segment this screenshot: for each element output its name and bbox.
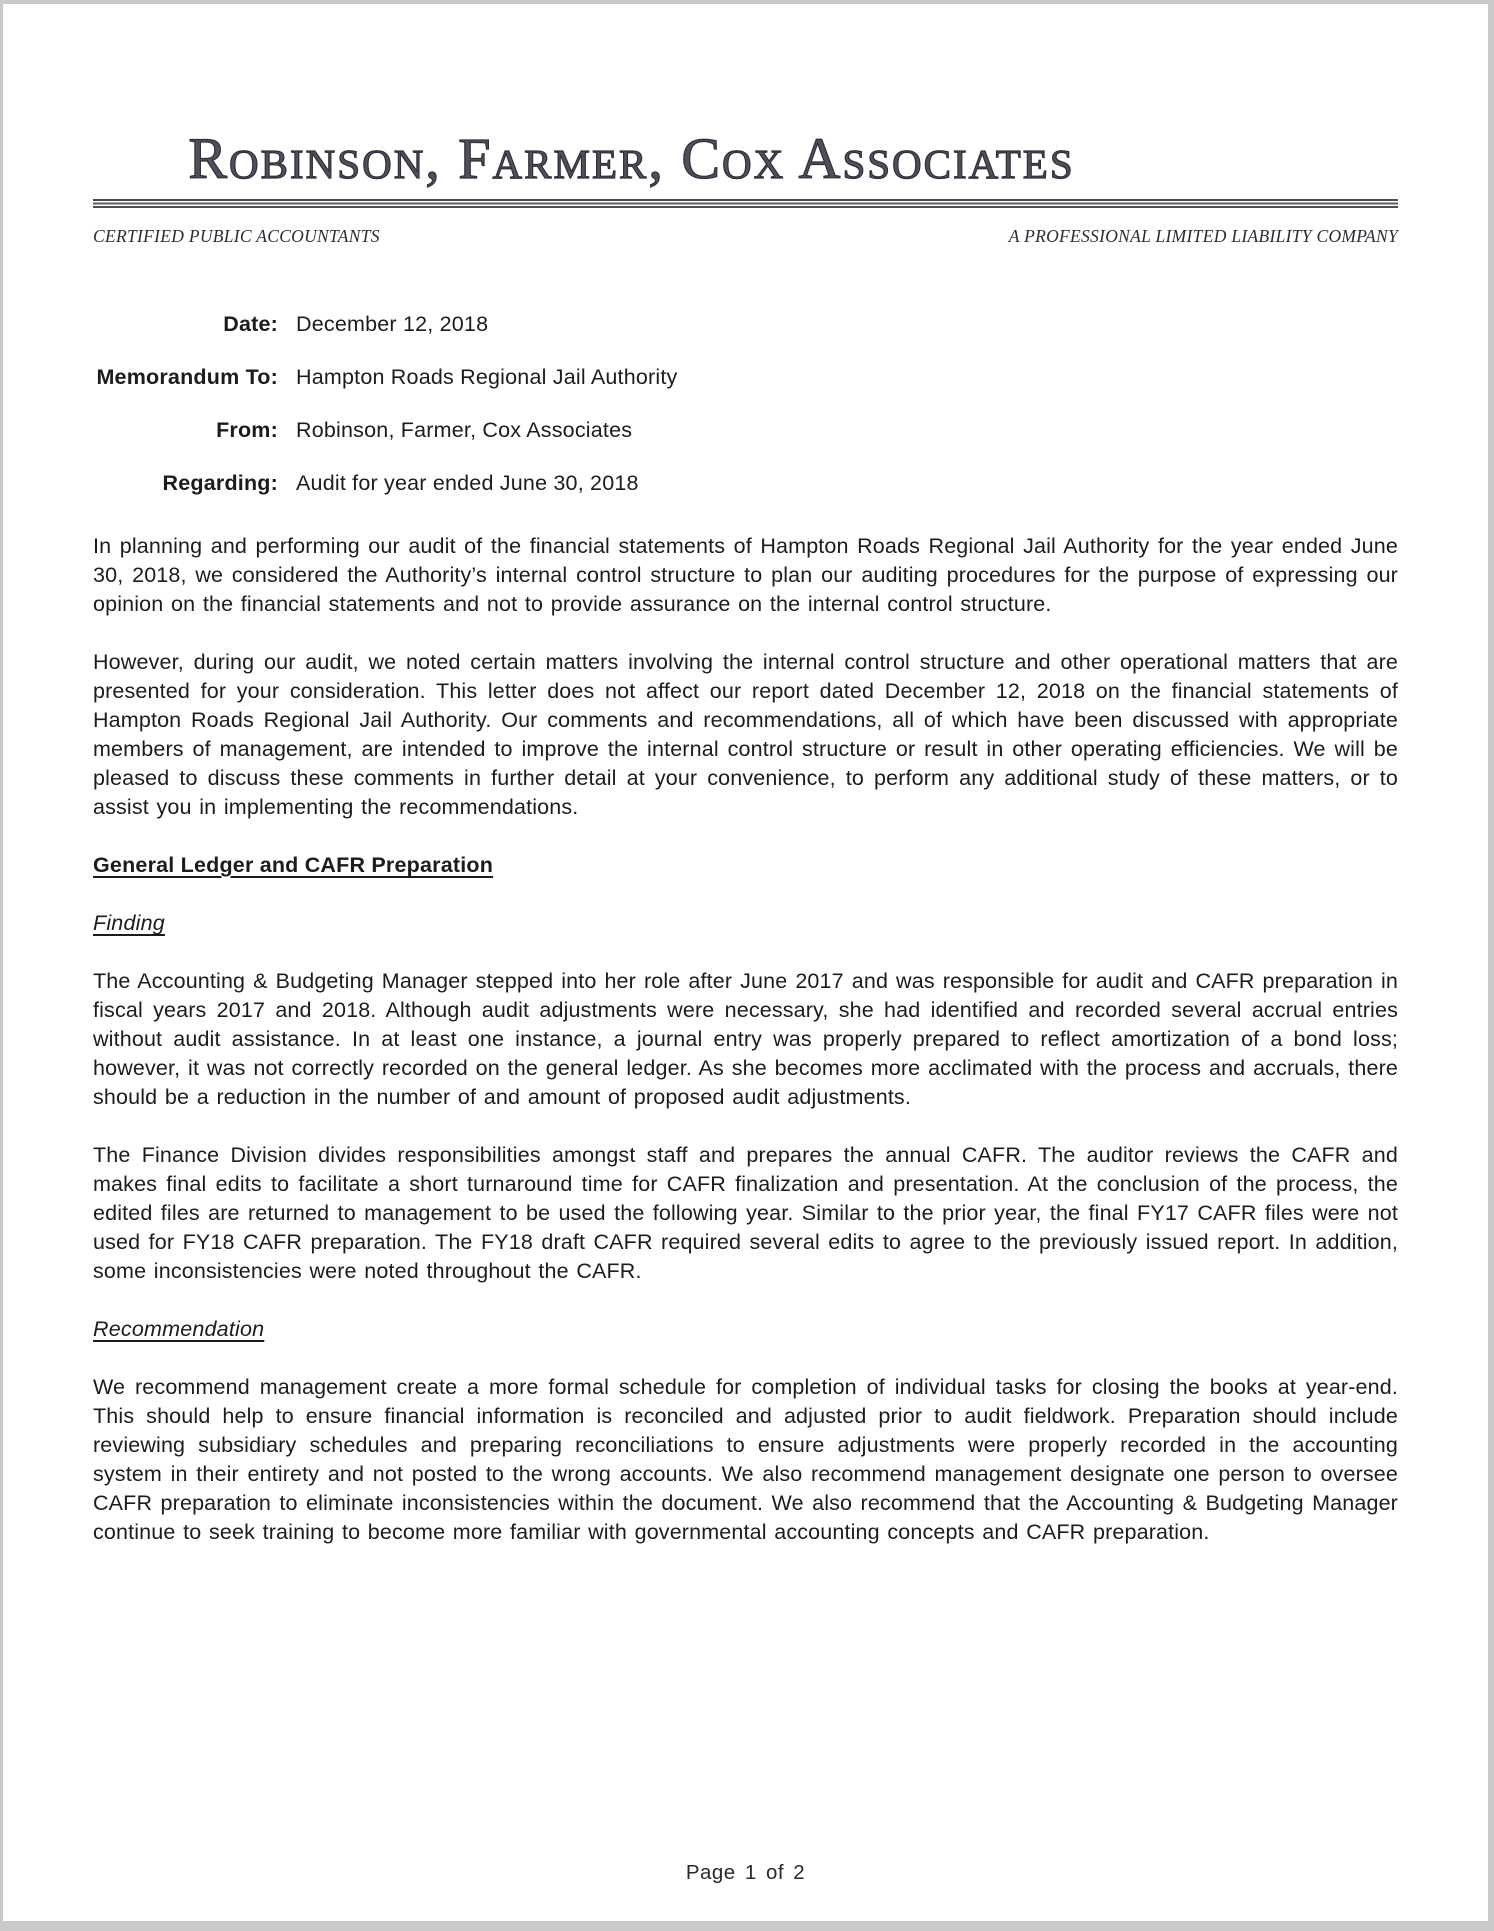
memo-header — [93, 310, 1398, 498]
memo-row-date — [93, 310, 1398, 339]
letterhead-rule — [93, 199, 1398, 208]
memo-field-value: Robinson, Farmer, Cox Associates — [296, 418, 633, 442]
memo-field-value: December 12, 2018 — [296, 312, 489, 336]
page-content — [3, 126, 1488, 1547]
memo-row-from — [93, 416, 1398, 445]
memo-row-to — [93, 363, 1398, 392]
company-name: Robinson, Farmer, Cox Associates — [188, 126, 1075, 191]
finding-paragraph: The Finance Division divides responsibilities amongst staff and prepares the annual CAFR. The auditor reviews the CAFR and makes final edits to facilitate a short turnaround time for CAFR finalization and presentation. At the conclusion of the process, the edited files are returned to management to be used the following year. Similar to the prior year, the final FY17 CAFR files were not used for FY18 CAFR preparation. The FY18 draft CAFR required several edits to agree to the previously issued report. In addition, some inconsistencies were noted throughout the CAFR. — [93, 1143, 1398, 1283]
memo-field-label: From: — [216, 418, 278, 442]
memo-field-label: Memorandum To: — [96, 365, 278, 389]
page-number: Page 1 of 2 — [685, 1861, 806, 1884]
memo-field-label: Date: — [223, 312, 278, 336]
recommendation-paragraph: We recommend management create a more formal schedule for completion of individual tasks for closing the books at year-end. This should help to ensure financial information is reconciled and adjusted prior to audit fieldwork. Preparation should include reviewing subsidiary schedules and preparing reconciliations to ensure adjustments were properly recorded in the accounting system in their entirety and not posted to the wrong accounts. We also recommend management designate one person to oversee CAFR preparation to eliminate inconsistencies within the document. We also recommend that the Accounting & Budgeting Manager continue to seek training to become more familiar with governmental accounting concepts and CAFR preparation. — [93, 1375, 1398, 1544]
finding-heading: Finding — [93, 911, 165, 935]
intro-paragraph: In planning and performing our audit of the financial statements of Hampton Roads Regional Jail Authority for the year ended June 30, 2018, we considered the Authority’s internal control structure to plan our auditing procedures for the purpose of expressing our opinion on the financial statements and not to provide assurance on the internal control structure. — [93, 534, 1398, 616]
tagline-left: CERTIFIED PUBLIC ACCOUNTANTS — [93, 226, 380, 246]
section-heading: General Ledger and CAFR Preparation — [93, 853, 494, 877]
memo-field-value: Hampton Roads Regional Jail Authority — [296, 365, 678, 389]
letterhead-taglines — [93, 224, 1398, 248]
letter-body — [93, 532, 1398, 1547]
recommendation-heading: Recommendation — [93, 1317, 265, 1341]
tagline-right: A PROFESSIONAL LIMITED LIABILITY COMPANY — [1008, 226, 1398, 246]
finding-paragraph: The Accounting & Budgeting Manager stepped into her role after June 2017 and was responsible for audit and CAFR preparation in fiscal years 2017 and 2018. Although audit adjustments were necessary, she had identified and recorded several accrual entries without audit assistance. In at least one instance, a journal entry was properly prepared to reflect amortization of a bond loss; however, it was not correctly recorded on the general ledger. As she becomes more acclimated with the process and accruals, there should be a reduction in the number of and amount of proposed audit adjustments. — [93, 969, 1398, 1109]
memo-field-label: Regarding: — [162, 471, 278, 495]
document-page — [3, 4, 1488, 1921]
intro-paragraph: However, during our audit, we noted certain matters involving the internal control structure and other operational matters that are presented for your consideration. This letter does not affect our report dated December 12, 2018 on the financial statements of Hampton Roads Regional Jail Authority. Our comments and recommendations, all of which have been discussed with appropriate members of management, are intended to improve the internal control structure or result in other operating efficiencies. We will be pleased to discuss these comments in further detail at your convenience, to perform any additional study of these matters, or to assist you in implementing the recommendations. — [93, 650, 1398, 819]
memo-row-regarding — [93, 469, 1398, 498]
memo-field-value: Audit for year ended June 30, 2018 — [296, 471, 639, 495]
